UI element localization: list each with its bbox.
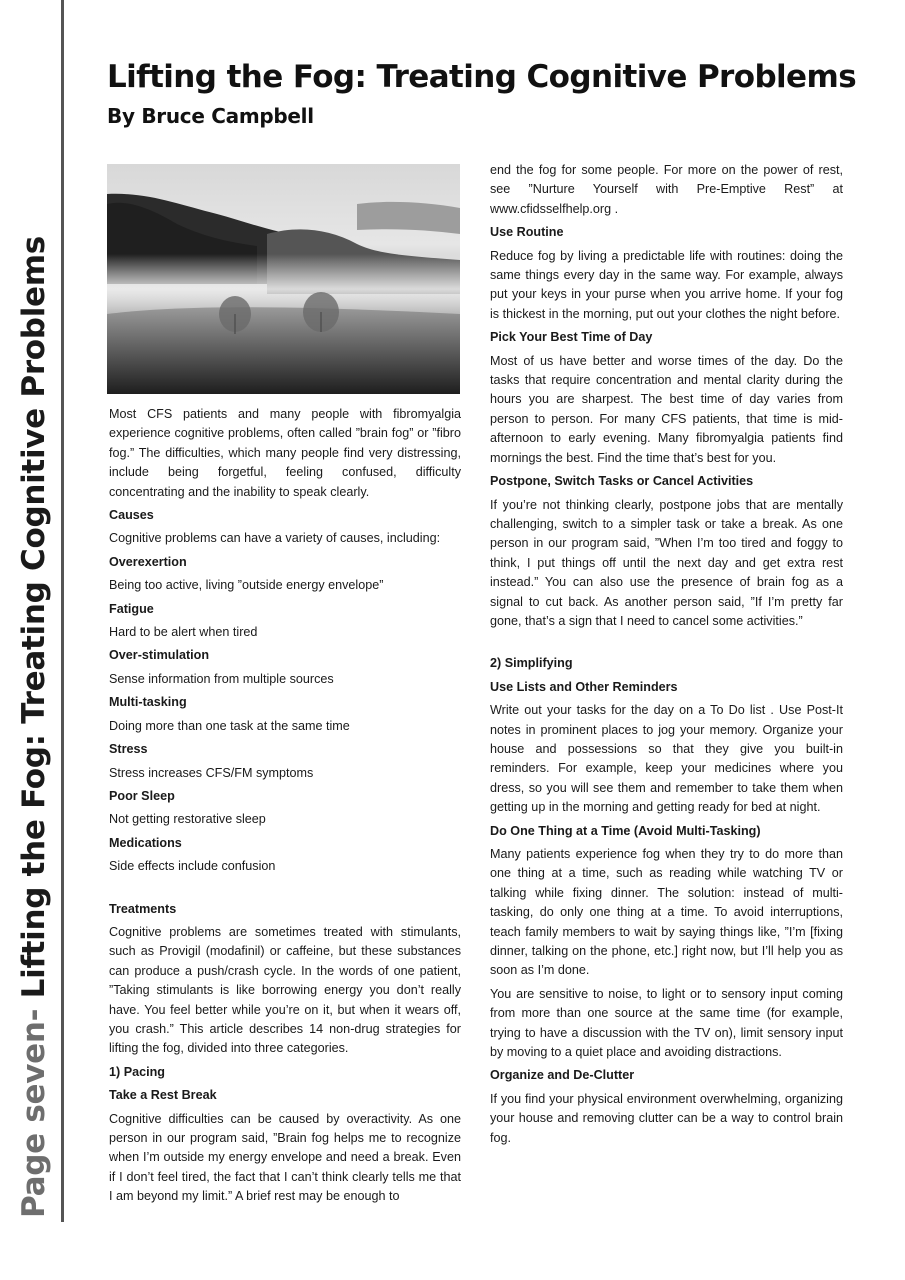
cause-text: Being too active, living ”outside energy envelope” — [109, 578, 384, 593]
declutter-paragraph: If you find your physical environment overwhelming, organizing your house and removing clutter can be a way to control brain fog. — [490, 1091, 843, 1145]
cause-text: Hard to be alert when tired — [109, 625, 258, 640]
causes-intro: Cognitive problems can have a variety of causes, including: — [109, 531, 441, 546]
declutter-heading: Organize and De-Clutter — [490, 1068, 635, 1083]
side-banner — [14, 236, 54, 1218]
byline: By Bruce Campbell — [107, 104, 314, 128]
routine-paragraph: Reduce fog by living a predictable life with routines: doing the same things every day in the same way. For example, always put your keys in your purse when you arrive home. If your fog is thickest in the morning, put out your clothes the night before. — [490, 248, 843, 321]
cause-text: Not getting restorative sleep — [109, 812, 266, 827]
one-thing-heading: Do One Thing at a Time (Avoid Multi-Tasking) — [490, 823, 761, 838]
page-label: Page seven- — [16, 1008, 52, 1218]
side-banner-title: Lifting the Fog: Treating Cognitive Problems — [16, 236, 52, 1009]
causes-heading: Causes — [109, 508, 154, 523]
right-column — [490, 161, 843, 1152]
cause-heading: Multi-tasking — [109, 695, 187, 710]
rest-break-paragraph: Cognitive difficulties can be caused by overactivity. As one person in our program said, ”Brain fog helps me to recognize when I’m outside my energy envelope and need a break. Even if I don’t feel tired, the fact that I can’t think clearly tells me that I am beyond my limit.” A brief rest may be enough to — [109, 1111, 461, 1204]
treatments-heading: Treatments — [109, 901, 177, 916]
spacer — [109, 881, 461, 900]
noise-paragraph: You are sensitive to noise, to light or to sensory input coming from more than one source at the same time (for example, trying to have a discussion with the TV on), limit sensory input by moving to a quiet place and avoiding distractions. — [490, 986, 843, 1060]
cause-heading: Poor Sleep — [109, 788, 175, 803]
intro-paragraph: Most CFS patients and many people with fibromyalgia experience cognitive problems, often called ”brain fog” or ”fibro fog.” The difficulties, which many people find very distressing, include being forgetful, feeling confused, difficulty concentrating and the inability to speak clearly. — [109, 407, 461, 499]
left-column — [109, 405, 461, 1211]
routine-heading: Use Routine — [490, 225, 564, 240]
postpone-paragraph: If you’re not thinking clearly, postpone jobs that are mentally challenging, switch to a simpler task or take a break. As one person in our program said, ”When I’m too tired and foggy to think, I put things off until the next day and get extra rest instead.” You can also use the presence of brain fog as a signal to cut back. As another person said, ”If I’m pretty far gone, that’s a sign that I need to cancel some activities.” — [490, 497, 843, 628]
lists-paragraph: Write out your tasks for the day on a To Do list . Use Post-It notes in prominent places to jog your memory. Organize your house and possessions so that they give you built-in reminders. For example, keep your medicines where you dress, so you will see them and remember to take them when getting up in the morning and getting ready for bed at night. — [490, 703, 843, 815]
cause-heading: Fatigue — [109, 601, 154, 616]
spacer — [490, 635, 843, 654]
cause-heading: Medications — [109, 835, 182, 850]
cause-text: Doing more than one task at the same time — [109, 718, 350, 733]
cause-heading: Over-stimulation — [109, 648, 210, 663]
rest-break-heading: Take a Rest Break — [109, 1088, 217, 1103]
cause-text: Side effects include confusion — [109, 859, 276, 874]
lists-heading: Use Lists and Other Reminders — [490, 679, 678, 694]
postpone-heading: Postpone, Switch Tasks or Cancel Activities — [490, 474, 754, 489]
article-title: Lifting the Fog: Treating Cognitive Problems — [107, 59, 857, 95]
pacing-heading: 1) Pacing — [109, 1064, 165, 1079]
cause-heading: Stress — [109, 742, 148, 757]
cause-text: Stress increases CFS/FM symptoms — [109, 765, 314, 780]
best-time-paragraph: Most of us have better and worse times of the day. Do the tasks that require concentration and mental clarity during the hours you are sharpest. The best time of day varies from person to person. For many CFS patients, that time is mid-afternoon to early evening. Many fibromyalgia patients find mornings the best. Find the time that’s best for you. — [490, 353, 843, 465]
cause-text: Sense information from multiple sources — [109, 671, 334, 686]
fog-landscape-photo — [107, 164, 460, 394]
best-time-heading: Pick Your Best Time of Day — [490, 330, 653, 345]
treatments-paragraph: Cognitive problems are sometimes treated with stimulants, such as Provigil (modafinil) or caffeine, but these substances can produce a push/crash cycle. In the words of one patient, ”Taking stimulants is like borrowing energy you don’t really have. You feel better while you’re on it, but when it wears off, you crash.” This article describes 14 non-drug strategies for lifting the fog, divided into three categories. — [109, 924, 461, 1056]
one-thing-paragraph: Many patients experience fog when they try to do more than one thing at a time, such as reading while watching TV or talking while fixing dinner. The solution: instead of multi-tasking, do only one thing at a time. To avoid interruptions, teach family members to wait by saying things like, ”I’m [fixing dinner, talking on the phone, etc.] right now, but I’ll help you as soon as I’m done. — [490, 847, 843, 978]
cause-heading: Overexertion — [109, 554, 187, 569]
simplifying-heading: 2) Simplifying — [490, 656, 573, 671]
rest-break-continued: end the fog for some people. For more on the power of rest, see ”Nurture Yourself with Pre-Emptive Rest” at www.cfidsselfhelp.org . — [490, 163, 843, 216]
side-rule — [61, 0, 64, 1222]
